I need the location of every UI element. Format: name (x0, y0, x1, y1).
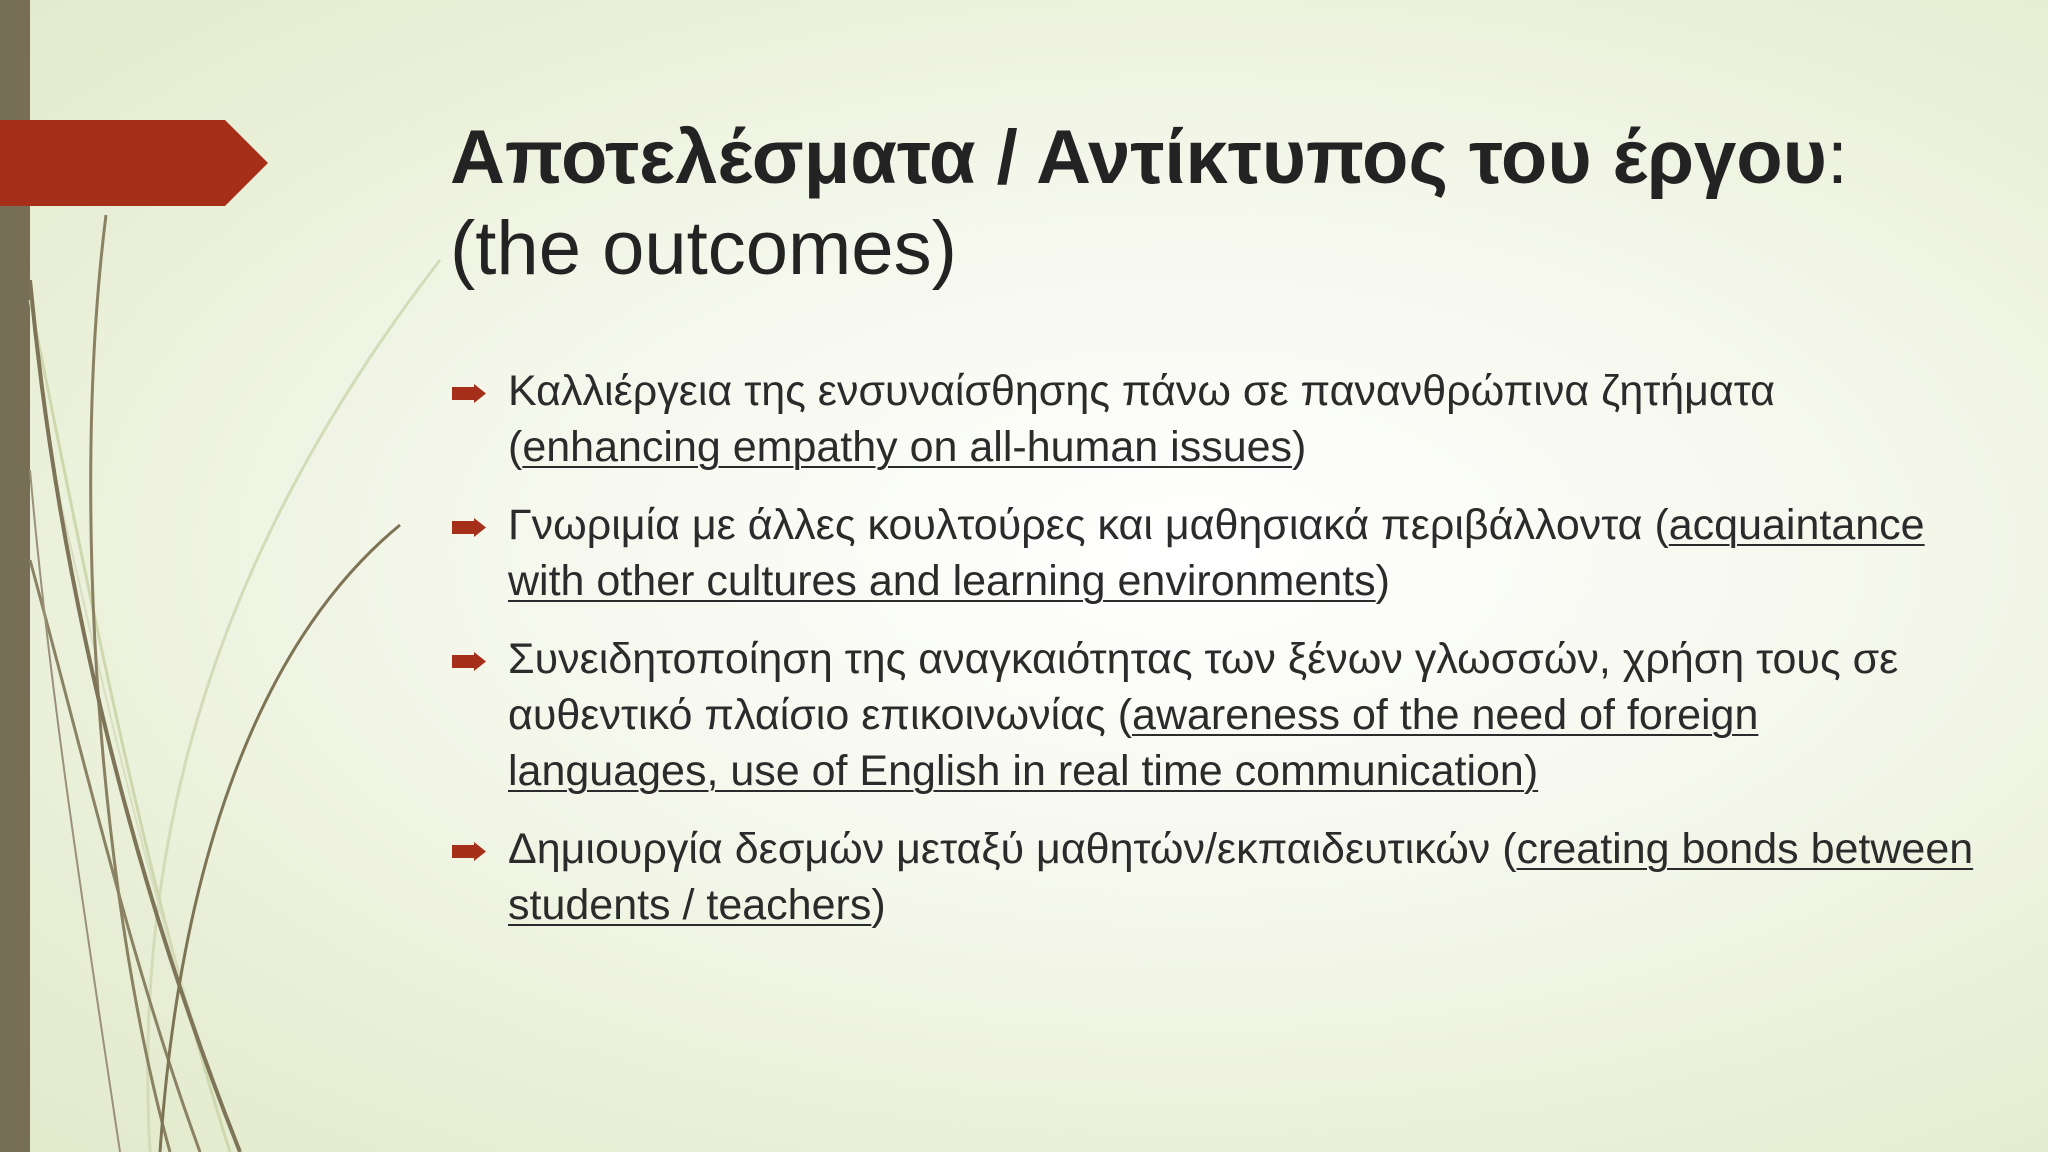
bullet-close: ) (871, 881, 886, 929)
list-item (450, 821, 1980, 933)
bullet-open: ( (1490, 825, 1517, 873)
bullet-open: ( (508, 423, 523, 471)
bullet-greek: Καλλιέργεια της ενσυναίσθησης πάνω σε πανανθρώπινα ζητήματα (508, 367, 1776, 415)
title-subtitle: (the outcomes) (450, 206, 957, 291)
bullet-greek: Δημιουργία δεσμών μεταξύ μαθητών/εκπαιδευτικών (508, 825, 1491, 873)
bullet-close: ) (1375, 557, 1390, 605)
title-accent-arrow (0, 120, 270, 206)
bullet-close: ) (1292, 423, 1307, 471)
list-item (450, 631, 1980, 799)
bullet-greek: Γνωριμία με άλλες κουλτούρες και μαθησιακά περιβάλλοντα (508, 501, 1643, 549)
bullet-open: ( (1105, 691, 1133, 739)
list-item (450, 497, 1980, 609)
bullet-greek: Συνειδητοποίηση της αναγκαιότητας των ξένων γλωσσών, χρήση τους σε αυθεντικό πλαίσιο επικοινωνίας (508, 635, 1899, 739)
arrow-right-icon (452, 384, 486, 403)
title-colon: : (1826, 115, 1849, 200)
arrow-right-icon (452, 518, 486, 537)
list-item (450, 363, 1980, 475)
outcomes-list (450, 363, 1980, 955)
title-main: Αποτελέσματα / Αντίκτυπος του έργου (450, 115, 1827, 200)
arrow-right-icon (452, 842, 486, 861)
bullet-english: awareness of the need of foreign languages, use of English in real time communication) (508, 691, 1759, 795)
arrow-right-icon (452, 652, 486, 671)
bullet-english: enhancing empathy on all-human issues (522, 423, 1293, 471)
bullet-english: acquaintance with other cultures and learning environments (508, 501, 1925, 605)
bullet-english: creating bonds between students / teachers (508, 825, 1974, 929)
bullet-open: ( (1654, 501, 1669, 549)
page-title (450, 112, 1970, 294)
